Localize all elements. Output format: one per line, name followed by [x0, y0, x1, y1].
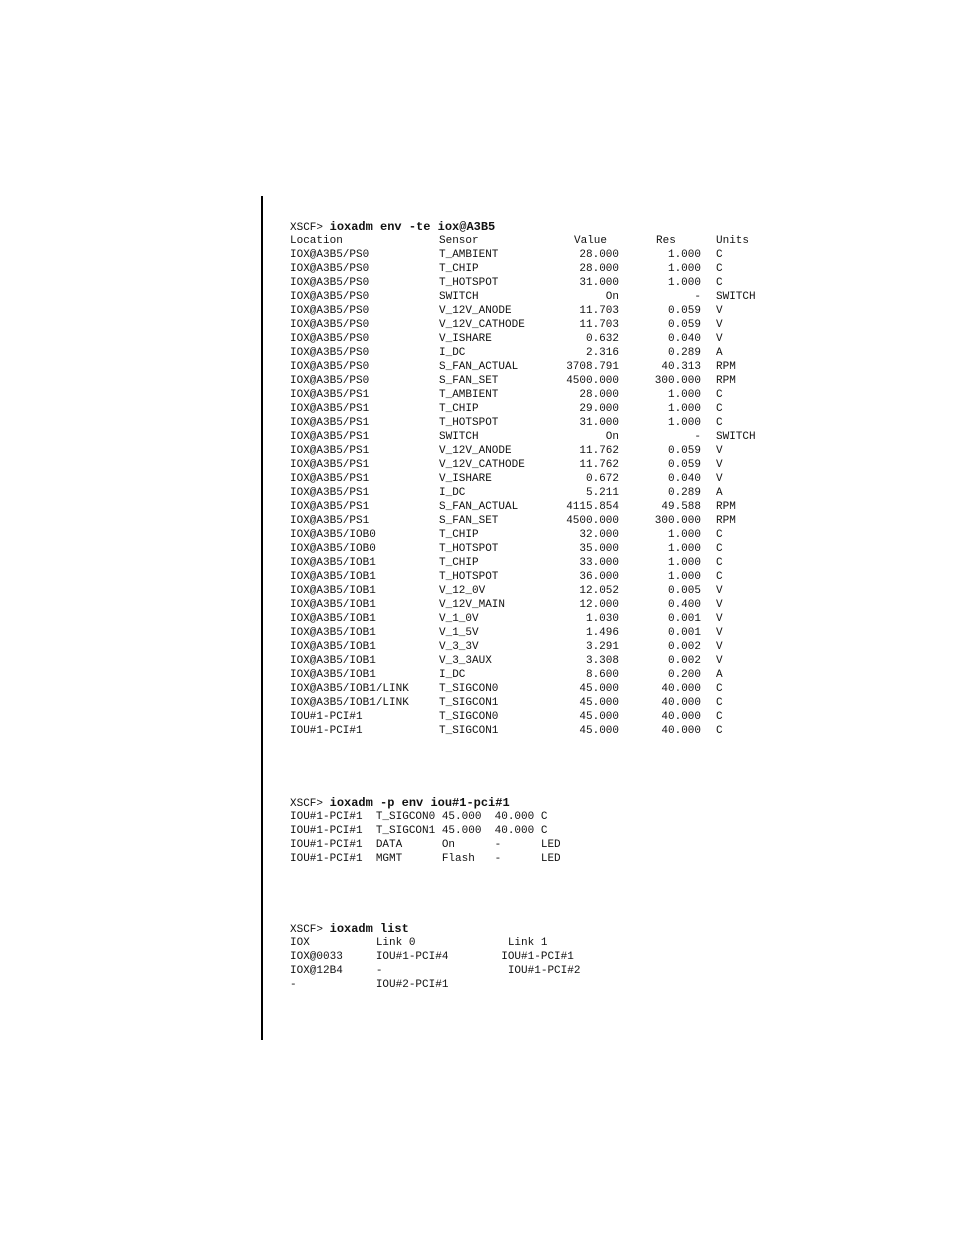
output-line: IOX@0033 IOU#1-PCI#4 IOU#1-PCI#1	[290, 951, 574, 963]
res-cell: 40.313	[661, 361, 701, 373]
table-row	[290, 570, 723, 584]
table-row	[290, 514, 736, 528]
prompt: XSCF>	[290, 924, 324, 936]
location-cell: IOX@A3B5/PS1	[290, 389, 370, 401]
res-cell: 40.000	[661, 683, 701, 695]
units-cell: V	[716, 473, 723, 485]
units-cell: C	[716, 711, 723, 723]
units-cell: A	[716, 669, 723, 681]
command-line	[290, 220, 495, 234]
sensor-cell: I_DC	[439, 669, 466, 681]
res-cell: 40.000	[661, 711, 701, 723]
output-line: IOX@12B4 - IOU#1-PCI#2	[290, 965, 581, 977]
value-cell: 1.030	[585, 613, 619, 625]
list-section	[290, 922, 580, 992]
output-line: IOU#1-PCI#1 DATA On - LED	[290, 839, 561, 851]
value-cell: 4500.000	[566, 515, 619, 527]
value-cell: On	[605, 431, 619, 443]
table-row	[290, 346, 723, 360]
location-cell: IOX@A3B5/PS1	[290, 501, 370, 513]
units-cell: RPM	[716, 501, 736, 513]
value-cell: 11.703	[579, 305, 619, 317]
res-cell: 0.002	[667, 641, 701, 653]
res-cell: 0.289	[667, 347, 701, 359]
table-row	[290, 710, 723, 724]
table-row	[290, 542, 723, 556]
units-cell: V	[716, 627, 723, 639]
location-cell: IOX@A3B5/PS1	[290, 459, 370, 471]
table-row	[290, 290, 756, 304]
sensor-cell: T_CHIP	[439, 557, 479, 569]
prompt: XSCF>	[290, 798, 324, 810]
env-p-section	[290, 796, 561, 866]
units-cell: C	[716, 543, 723, 555]
res-cell: 1.000	[667, 389, 701, 401]
location-cell: IOX@A3B5/IOB1	[290, 599, 376, 611]
location-cell: IOX@A3B5/PS0	[290, 305, 370, 317]
res-cell: 0.002	[667, 655, 701, 667]
output-line: IOU#1-PCI#1 T_SIGCON1 45.000 40.000 C	[290, 825, 548, 837]
value-cell: 11.762	[579, 445, 619, 457]
res-cell: 0.200	[667, 669, 701, 681]
location-cell: IOX@A3B5/PS0	[290, 277, 370, 289]
location-cell: IOX@A3B5/IOB1	[290, 641, 376, 653]
res-cell: 1.000	[667, 403, 701, 415]
sensor-cell: S_FAN_ACTUAL	[439, 361, 519, 373]
value-cell: 31.000	[579, 417, 619, 429]
table-row	[290, 318, 723, 332]
res-cell: 0.059	[667, 305, 701, 317]
res-cell: 0.400	[667, 599, 701, 611]
location-cell: IOX@A3B5/PS1	[290, 417, 370, 429]
sensor-cell: T_HOTSPOT	[439, 417, 499, 429]
table-row	[290, 304, 723, 318]
location-cell: IOX@A3B5/IOB1	[290, 627, 376, 639]
table-row	[290, 458, 723, 472]
sensor-cell: V_3_3AUX	[439, 655, 492, 667]
value-cell: 11.762	[579, 459, 619, 471]
res-cell: 1.000	[667, 571, 701, 583]
table-row	[290, 360, 736, 374]
units-cell: SWITCH	[716, 431, 756, 443]
location-cell: IOX@A3B5/PS0	[290, 291, 370, 303]
location-cell: IOX@A3B5/IOB1	[290, 655, 376, 667]
location-cell: IOX@A3B5/PS0	[290, 375, 370, 387]
location-cell: IOX@A3B5/IOB1	[290, 571, 376, 583]
location-cell: IOX@A3B5/PS0	[290, 263, 370, 275]
sensor-cell: T_HOTSPOT	[439, 277, 499, 289]
value-cell: 4115.854	[566, 501, 619, 513]
sensor-cell: T_SIGCON1	[439, 697, 499, 709]
res-cell: 0.059	[667, 319, 701, 331]
location-cell: IOX@A3B5/PS0	[290, 249, 370, 261]
header-location: Location	[290, 235, 343, 247]
units-cell: RPM	[716, 515, 736, 527]
table-row	[290, 598, 723, 612]
value-cell: 45.000	[579, 725, 619, 737]
location-cell: IOU#1-PCI#1	[290, 711, 363, 723]
table-row	[290, 626, 723, 640]
location-cell: IOX@A3B5/IOB1	[290, 669, 376, 681]
res-cell: 40.000	[661, 725, 701, 737]
sensor-cell: I_DC	[439, 487, 466, 499]
output-line: - IOU#2-PCI#1	[290, 979, 449, 991]
table-row	[290, 388, 723, 402]
table-row	[290, 654, 723, 668]
sensor-cell: T_CHIP	[439, 529, 479, 541]
table-header-row	[290, 234, 750, 248]
units-cell: C	[716, 529, 723, 541]
table-row	[290, 640, 723, 654]
units-cell: C	[716, 389, 723, 401]
units-cell: A	[716, 347, 723, 359]
units-cell: V	[716, 305, 723, 317]
units-cell: V	[716, 613, 723, 625]
sensor-cell: V_12V_ANODE	[439, 305, 512, 317]
res-cell: 40.000	[661, 697, 701, 709]
value-cell: 28.000	[579, 249, 619, 261]
value-cell: 36.000	[579, 571, 619, 583]
command: ioxadm list	[329, 922, 409, 936]
sensor-cell: T_SIGCON1	[439, 725, 499, 737]
sensor-cell: V_12V_MAIN	[439, 599, 506, 611]
location-cell: IOX@A3B5/PS1	[290, 487, 370, 499]
location-cell: IOX@A3B5/PS0	[290, 347, 370, 359]
sensor-cell: I_DC	[439, 347, 466, 359]
value-cell: 4500.000	[566, 375, 619, 387]
location-cell: IOX@A3B5/PS1	[290, 403, 370, 415]
sensor-cell: V_12V_ANODE	[439, 445, 512, 457]
units-cell: C	[716, 417, 723, 429]
res-cell: 0.059	[667, 459, 701, 471]
value-cell: 45.000	[579, 711, 619, 723]
res-cell: 1.000	[667, 417, 701, 429]
location-cell: IOX@A3B5/PS1	[290, 445, 370, 457]
value-cell: On	[605, 291, 619, 303]
value-cell: 5.211	[585, 487, 619, 499]
table-row	[290, 430, 756, 444]
sensor-cell: T_HOTSPOT	[439, 543, 499, 555]
res-cell: 0.005	[667, 585, 701, 597]
sensor-cell: SWITCH	[439, 291, 479, 303]
location-cell: IOX@A3B5/IOB1/LINK	[290, 683, 409, 695]
sensor-cell: T_SIGCON0	[439, 711, 499, 723]
value-cell: 3.291	[585, 641, 619, 653]
location-cell: IOX@A3B5/IOB1	[290, 585, 376, 597]
sensor-cell: S_FAN_SET	[439, 375, 499, 387]
res-cell: 0.059	[667, 445, 701, 457]
value-cell: 33.000	[579, 557, 619, 569]
command: ioxadm env -te iox@A3B5	[329, 220, 496, 234]
change-bar	[261, 196, 263, 1040]
res-cell: 0.289	[667, 487, 701, 499]
units-cell: C	[716, 683, 723, 695]
table-row	[290, 682, 723, 696]
sensor-cell: V_3_3V	[439, 641, 479, 653]
sensor-cell: V_12V_CATHODE	[439, 319, 525, 331]
res-cell: 0.040	[667, 473, 701, 485]
res-cell: 1.000	[667, 277, 701, 289]
sensor-cell: S_FAN_ACTUAL	[439, 501, 519, 513]
value-cell: 28.000	[579, 389, 619, 401]
units-cell: C	[716, 725, 723, 737]
table-row	[290, 528, 723, 542]
value-cell: 45.000	[579, 683, 619, 695]
table-row	[290, 276, 723, 290]
value-cell: 2.316	[585, 347, 619, 359]
units-cell: V	[716, 599, 723, 611]
units-cell: V	[716, 641, 723, 653]
sensor-cell: V_ISHARE	[439, 333, 492, 345]
sensor-cell: S_FAN_SET	[439, 515, 499, 527]
value-cell: 45.000	[579, 697, 619, 709]
units-cell: SWITCH	[716, 291, 756, 303]
location-cell: IOX@A3B5/IOB1/LINK	[290, 697, 409, 709]
value-cell: 0.632	[585, 333, 619, 345]
location-cell: IOX@A3B5/IOB1	[290, 557, 376, 569]
location-cell: IOX@A3B5/IOB0	[290, 543, 376, 555]
table-row	[290, 612, 723, 626]
table-row	[290, 262, 723, 276]
res-cell: 0.040	[667, 333, 701, 345]
units-cell: C	[716, 277, 723, 289]
value-cell: 0.672	[585, 473, 619, 485]
value-cell: 3.308	[585, 655, 619, 667]
units-cell: V	[716, 445, 723, 457]
res-cell: 1.000	[667, 263, 701, 275]
units-cell: V	[716, 333, 723, 345]
header-sensor: Sensor	[439, 235, 479, 247]
table-row	[290, 696, 723, 710]
sensor-cell: V_12V_CATHODE	[439, 459, 525, 471]
table-row	[290, 556, 723, 570]
table-row	[290, 668, 723, 682]
command-line	[290, 796, 561, 810]
value-cell: 28.000	[579, 263, 619, 275]
output-line: IOU#1-PCI#1 MGMT Flash - LED	[290, 853, 561, 865]
res-cell: -	[694, 291, 701, 303]
sensor-cell: T_HOTSPOT	[439, 571, 499, 583]
location-cell: IOX@A3B5/PS0	[290, 333, 370, 345]
table-row	[290, 402, 723, 416]
table-row	[290, 584, 723, 598]
location-cell: IOX@A3B5/PS0	[290, 319, 370, 331]
command: ioxadm -p env iou#1-pci#1	[329, 796, 510, 810]
sensor-cell: V_ISHARE	[439, 473, 492, 485]
sensor-cell: V_1_5V	[439, 627, 479, 639]
table-row	[290, 374, 736, 388]
location-cell: IOX@A3B5/PS1	[290, 515, 370, 527]
res-cell: 1.000	[667, 249, 701, 261]
value-cell: 12.052	[579, 585, 619, 597]
location-cell: IOX@A3B5/IOB0	[290, 529, 376, 541]
value-cell: 3708.791	[566, 361, 619, 373]
sensor-cell: T_SIGCON0	[439, 683, 499, 695]
value-cell: 11.703	[579, 319, 619, 331]
sensor-cell: T_AMBIENT	[439, 389, 499, 401]
header-units: Units	[716, 235, 750, 247]
table-row	[290, 332, 723, 346]
location-cell: IOX@A3B5/PS1	[290, 473, 370, 485]
res-cell: 300.000	[654, 515, 701, 527]
table-row	[290, 444, 723, 458]
env-te-section	[290, 220, 756, 738]
output-line: IOX Link 0 Link 1	[290, 937, 548, 949]
value-cell: 12.000	[579, 599, 619, 611]
sensor-cell: SWITCH	[439, 431, 479, 443]
table-row	[290, 472, 723, 486]
units-cell: C	[716, 263, 723, 275]
location-cell: IOX@A3B5/PS1	[290, 431, 370, 443]
header-res: Res	[656, 235, 676, 247]
units-cell: A	[716, 487, 723, 499]
res-cell: 300.000	[654, 375, 701, 387]
table-row	[290, 500, 736, 514]
units-cell: V	[716, 319, 723, 331]
location-cell: IOX@A3B5/IOB1	[290, 613, 376, 625]
units-cell: C	[716, 249, 723, 261]
units-cell: C	[716, 557, 723, 569]
table-row	[290, 486, 723, 500]
env-table-body	[290, 248, 756, 738]
units-cell: C	[716, 571, 723, 583]
res-cell: -	[694, 431, 701, 443]
sensor-cell: V_12_0V	[439, 585, 486, 597]
res-cell: 49.588	[661, 501, 701, 513]
res-cell: 1.000	[667, 557, 701, 569]
value-cell: 35.000	[579, 543, 619, 555]
res-cell: 0.001	[667, 627, 701, 639]
command-line	[290, 922, 580, 936]
sensor-cell: T_CHIP	[439, 403, 479, 415]
table-row	[290, 248, 723, 262]
units-cell: C	[716, 697, 723, 709]
units-cell: V	[716, 655, 723, 667]
sensor-cell: T_AMBIENT	[439, 249, 499, 261]
sensor-cell: T_CHIP	[439, 263, 479, 275]
location-cell: IOX@A3B5/PS0	[290, 361, 370, 373]
units-cell: V	[716, 459, 723, 471]
res-cell: 1.000	[667, 543, 701, 555]
res-cell: 0.001	[667, 613, 701, 625]
header-value: Value	[574, 235, 608, 247]
units-cell: RPM	[716, 361, 736, 373]
table-row	[290, 416, 723, 430]
location-cell: IOU#1-PCI#1	[290, 725, 363, 737]
units-cell: C	[716, 403, 723, 415]
value-cell: 1.496	[585, 627, 619, 639]
units-cell: RPM	[716, 375, 736, 387]
output-line: IOU#1-PCI#1 T_SIGCON0 45.000 40.000 C	[290, 811, 548, 823]
value-cell: 29.000	[579, 403, 619, 415]
table-row	[290, 724, 723, 738]
prompt: XSCF>	[290, 222, 324, 234]
units-cell: V	[716, 585, 723, 597]
value-cell: 32.000	[579, 529, 619, 541]
value-cell: 31.000	[579, 277, 619, 289]
value-cell: 8.600	[585, 669, 619, 681]
sensor-cell: V_1_0V	[439, 613, 479, 625]
res-cell: 1.000	[667, 529, 701, 541]
